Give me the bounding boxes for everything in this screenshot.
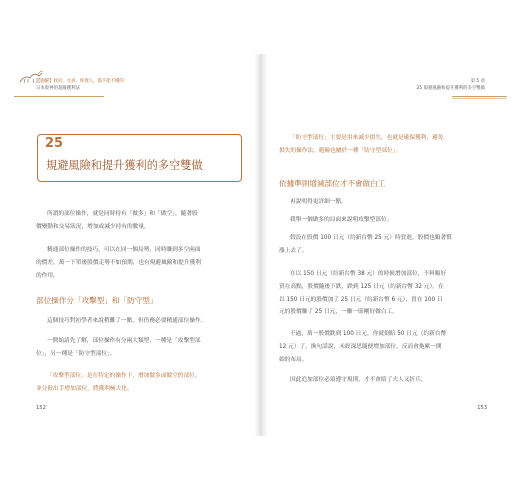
text-line: 損失的操作法，避險也屬於一種「防守型部位」。	[279, 147, 402, 154]
text-line: 因此追加部位必須遵守規則，才不會賠了夫人又折兵。	[290, 377, 427, 383]
section-heading-right: 依據準則增減部位才不會做白工	[279, 179, 386, 188]
para-buy-at-100	[279, 232, 491, 258]
text-line: 買在高點，股價隨後下跌，跌到 125 日元（約新台幣 32 元）。在	[279, 283, 444, 290]
header-book-title: 日本股神的超級獲利法	[36, 86, 80, 91]
text-line: 我舉一個做多的局面來說明攻擊型部位。	[290, 217, 393, 223]
header-series: 【圖解】政府、官員、經理人，都不能不懂的	[36, 79, 124, 84]
header-rule-secondary	[452, 98, 507, 99]
header-rule	[14, 96, 104, 97]
text-line: 「防守型部位」主要是用來減少損失，也就是確保獲利，避免	[290, 135, 444, 141]
text-line: 這個技巧對初學者來說稍難了一點，但仍務必要精通部位操作。	[47, 318, 207, 324]
book-spread	[14, 54, 507, 436]
header-chapter: 第 5 章	[470, 79, 485, 84]
text-line: 價變動和交易狀況，增加或減少持有的數量。	[36, 223, 150, 230]
text-line: 所謂的部位操作，就是同時持有「做多」和「做空」，隨著股	[47, 211, 198, 217]
offensive-position-highlight	[36, 370, 246, 396]
text-line: 精通部位操作的技巧，可以在同一個局勢，同時賺到多空兩面	[47, 247, 201, 253]
page-number-left: 152	[36, 405, 46, 411]
text-line: 並分批出手增加部位，將獲利極大化。	[36, 385, 133, 392]
intro-paragraph-2	[36, 244, 246, 282]
left-page	[14, 54, 261, 436]
defensive-position-highlight	[279, 132, 491, 158]
text-line: 假設在股價 100 日元（約新台幣 25 元）時買進，股價也順著慣	[290, 235, 452, 241]
text-line: 一開始請先了解，部位操作有分兩大類型，一種是「攻擊型部	[47, 338, 201, 344]
para-detail	[279, 196, 491, 209]
chapter-number: 25	[45, 136, 64, 151]
text-line: 元的股價賺了 25 日元，一賺一賠剛好做白工。	[279, 309, 398, 316]
para-add-at-150	[279, 268, 491, 319]
running-header-right	[417, 78, 485, 92]
text-line: 漲上去了。	[279, 247, 308, 254]
section-paragraph-1	[36, 315, 246, 328]
header-rule	[452, 96, 507, 97]
text-line: 在以 150 日元（約新台幣 38 元）的時候增加部位，不料順好	[290, 271, 447, 277]
para-conclusion	[279, 374, 491, 387]
chapter-title: 規避風險和提升獲利的多空雙做	[46, 159, 203, 172]
text-line: 以 150 日元的股價加了 25 日元（約新台幣 6 元），買在 100 日	[279, 296, 443, 303]
page-number-right: 153	[477, 405, 487, 411]
text-line: 「攻擊型部位」是在特定的操作下，增加做多或做空的部位，	[47, 373, 201, 379]
text-line: 始的布局。	[279, 356, 308, 363]
right-page	[261, 54, 507, 436]
text-line: 12 元）了，換句話說，未經深思隨便增加部位，反而會拖累一開	[279, 343, 442, 350]
header-subtitle: 25 規避風險和提升獲利的多空雙做	[416, 86, 485, 91]
text-line: 的作用。	[36, 272, 59, 279]
text-line: 位」，另一種是「防守型部位」。	[36, 350, 116, 357]
text-line: 不過，萬一股價跌到 100 日元，你就倒賠 50 日元（約新台幣	[290, 331, 447, 337]
chapter-title-box	[37, 134, 242, 182]
text-line: 的價差，萬一下單後股價走勢不如預期，也有規避風險和提升獲利	[36, 259, 201, 266]
running-header-left	[36, 78, 124, 92]
section-heading-left: 部位操作分「攻擊型」和「防守型」	[36, 296, 158, 305]
intro-paragraph-1	[36, 208, 246, 234]
text-line: 再說明得更詳細一點。	[290, 199, 347, 205]
para-example-intro	[279, 214, 491, 227]
para-drop-to-100	[279, 328, 491, 366]
section-paragraph-2	[36, 335, 246, 361]
book-gutter	[254, 54, 268, 436]
